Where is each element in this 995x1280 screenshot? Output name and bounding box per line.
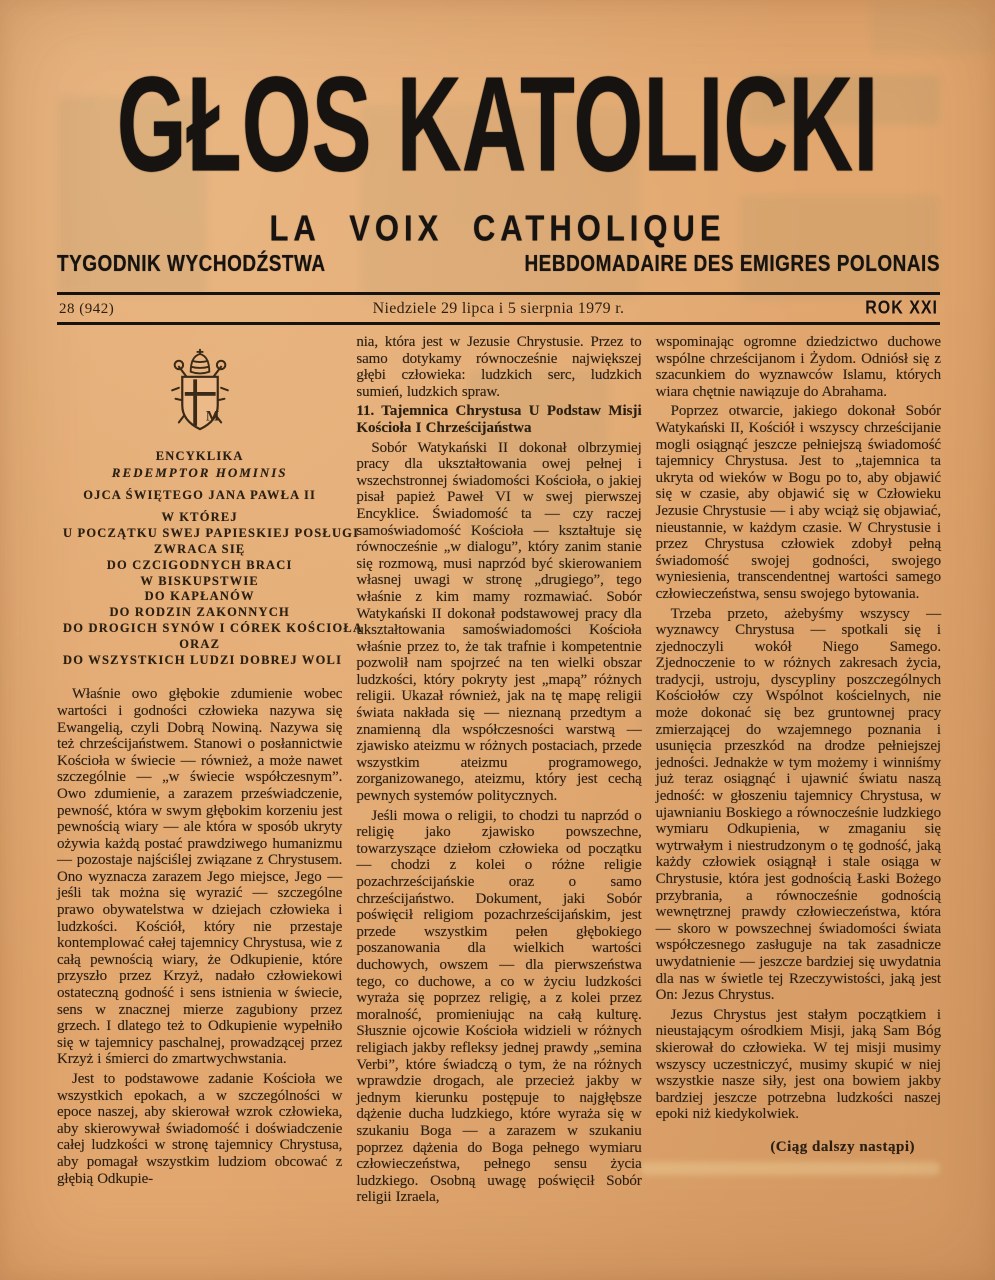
tagline-polish: TYGODNIK WYCHODŹSTWA [57, 252, 326, 278]
volume-label: ROK XXI [865, 298, 938, 319]
paragraph: nia, która jest w Jezusie Chrystusie. Przez to samo dotykamy równocześnie największej głębi człowieka: ludzkich serc, ludzkich sumień, ludzkich spraw. [356, 334, 642, 400]
encyclical-heading-line: U POCZĄTKU SWEJ PAPIESKIEJ POSŁUGI [63, 526, 360, 541]
tagline-row [57, 252, 940, 278]
issue-number: 28 (942) [59, 300, 115, 317]
encyclical-heading-line: DO WSZYSTKICH LUDZI DOBREJ WOLI [63, 652, 343, 667]
horizontal-rule-bottom [57, 322, 940, 325]
encyclical-heading-line: OJCA ŚWIĘTEGO JANA PAWŁA II [83, 487, 317, 502]
papal-coat-of-arms-icon [57, 348, 342, 441]
continuation-note: (Ciąg dalszy nastąpi) [770, 1138, 915, 1155]
paragraph: Sobór Watykański II dokonał olbrzymiej pracy dla ukształtowania owej pełnej i wszechstronnej świadomości Kościoła, o jakiej pisał papież Paweł VI w swej pierwszej Encyklice. Świadomość ta — czy raczej samoświadomość Kościoła — kształtuje się równocześnie „w dialogu”, który zanim stanie się rozmową, musi naprzód być skierowaniem własnej uwagi w stronę „drugiego”, tego właśnie z kim mamy rozmawiać. Sobór Watykański II dokonał podstawowej pracy dla ukształtowania samoświadomości Kościoła właśnie przez to, że tak trafnie i kompetentnie pozwolił nam spojrzeć na ten wielki obszar ludzkości, który pokryty jest „mapą” różnych religii. Ukazał również, jak na tę mapę religii świata nakłada się — nieznaną przedtym a znamienną dla współczesności warstwą — zjawisko ateizmu w różnych postaciach, przede wszystkim ateizmu programowego, zorganizowanego, ateizmu, który jest cechą pewnych systemów politycznych. [356, 439, 642, 805]
encyclical-heading-line: ENCYKLIKA [155, 449, 244, 463]
encyclical-heading-line: DO KAPŁANÓW [144, 589, 255, 604]
column-2 [356, 334, 641, 1209]
newspaper-title: GŁOS KATOLICKI [116, 50, 879, 201]
article-columns [57, 334, 941, 1209]
encyclical-heading-line: DO DROGICH SYNÓW I CÓREK KOŚCIOŁA [63, 620, 364, 635]
paragraph: Poprzez otwarcie, jakiego dokonał Sobór Watykański II, Kościół i wszyscy chrześcijanie mogli osiągnąć jeszcze pełniejszą świadomość tajemnicy Chrystusa. Jest to „tajemnica ta ukryta od wieków w Bogu po to, aby objawić się w czasie, aby objawić się w Człowieku Jezusie Chrystusie — i aby wciąż się objawiać, nieustannie, w każdym czasie. W Chrystusie i przez Chrystusa człowiek zdobył pełną świadomość swojej godności, swojego wyniesienia, transcendentnej wartości samego człowieczeństwa, sensu swojego bytowania. [655, 403, 941, 602]
newspaper-subtitle: LA VOIX CATHOLIQUE [269, 207, 726, 249]
column-1 [57, 334, 364, 1209]
section-heading: 11. Tajemnica Chrystusa U Podstaw Misji Kościoła I Chrześcijaństwa [356, 403, 642, 436]
edition-date: Niedziele 29 lipca i 5 sierpnia 1979 r. [372, 300, 625, 317]
encyclical-heading-line: ZWRACA SIĘ [153, 541, 246, 556]
column-3 [656, 334, 941, 1209]
paragraph: Jeśli mowa o religii, to chodzi tu naprzód o religię jako zjawisko powszechne, towarzyszące dziełom człowieka od początku — chodzi z kolei o różne religie pozachrześcijańskie oraz o samo chrześcijaństwo. Dokument, jaki Sobór poświęcił religiom pozachrześcijańskim, jest przede wszystkim pełen głębokiego poszanowania dla wielkich wartości duchowych, owszem — dla pierwszeństwa tego, co duchowe, a co w życiu ludzkości wyraża się poprzez religię, a z kolei przez moralność, promieniując na całą kulturę. Słusznie ojcowie Kościoła widzieli w różnych religiach jakby refleksy jednej prawdy „semina Verbi”, które świadczą o tym, że na różnych wprawdzie drogach, ale przecież jakby w jednym kierunku postępuje to najgłębsze dążenie ducha ludzkiego, które wyraża się w szukaniu Boga — a zarazem w szukaniu poprzez dążenia do Boga pełnego wymiaru człowieczeństwa, pełnego sensu życia ludzkiego. Osobną uwagę poświęcił Sobór religii Izraela, [356, 807, 642, 1206]
svg-text:M: M [205, 408, 220, 425]
encyclical-heading-line: W KTÓREJ [161, 510, 238, 525]
paragraph: Jezus Chrystus jest stałym początkiem i nieustającym ośrodkiem Misji, jaką Sam Bóg skierował do człowieka. W tej misji musimy wszyscy uczestniczyć, musimy skupić w niej wszystkie nasze siły, jest ona bowiem jakby bardziej jeszcze potrzebna ludzkości naszej epoki niż kiedykolwiek. [655, 1006, 941, 1123]
masthead [0, 0, 995, 249]
paragraph: Właśnie owo głębokie zdumienie wobec wartości i godności człowieka nazywa się Ewangelią, czyli Dobrą Nowiną. Nazywa się też chrześcijaństwem. Stanowi o posłannictwie Kościoła w świecie — również, a może nawet szczególnie — „w świecie współczesnym”. Owo zdumienie, a zarazem przeświadczenie, pewność, która w swym głębokim korzeniu jest pewnością wiary — ale która w sposób ukryty ożywia każdą postać prawdziwego humanizmu — pozostaje najściślej związane z Chrystusem. Ono wyznacza zarazem Jego miejsce, Jego — jeśli tak można się wyrazić — szczególne prawo obywatelstwa w dziejach człowieka i ludzkości. Kościół, który nie przestaje kontemplować całej tajemnicy Chrystusa, wie z całą pewnością wiary, że Odkupienie, które przyszło przez Krzyż, nadało człowiekowi ostateczną godność i sens istnienia w świecie, sens w znacznej mierze zagubiony przez grzech. I dlatego też to Odkupienie wypełniło się w tajemnicy paschalnej, prowadzącej przez Krzyż i śmierci do zmartwychwstania. [57, 686, 343, 1068]
paragraph: wspominając ogromne dziedzictwo duchowe wspólne chrześcijanom i Żydom. Odniósł się z szacunkiem do wyznawców Islamu, których wiara chętnie nawiązuje do Abrahama. [655, 334, 941, 400]
paragraph: Jest to podstawowe zadanie Kościoła we wszystkich epokach, a w szczególności w epoce naszej, aby skierował wzrok człowieka, aby skierowywał świadomość i doświadczenie całej ludzkości w stronę tajemnicy Chrystusa, aby pomagał wszystkim ludziom obcować z głębią Odkupie- [57, 1071, 343, 1187]
encyclical-heading-line: ORAZ [179, 636, 221, 651]
dateline [57, 295, 940, 322]
paragraph: Trzeba przeto, ażebyśmy wszyscy — wyznawcy Chrystusa — spotkali się i zjednoczyli wokół Niego Samego. Zjednoczenie to w różnych zakresach życia, tradycji, ustroju, dyscypliny poszczególnych Kościołów czy Wspólnot kościelnych, nie może dokonać się bez gruntownej pracy zmierzającej do wzajemnego poznania i usunięcia przeszkód na drodze pełniejszej jedności. Jednakże w tym możemy i winniśmy już teraz osiągnąć i ujawnić światu naszą jedność: w głoszeniu tajemnicy Chrystusa, w ujawnianiu Boskiego a równocześnie ludzkiego wymiaru Odkupienia, w zmaganiu się wytrwałym i niestrudzonym o tę godność, jaką każdy człowiek osiągnął i stale osiąga w Chrystusie, która jest godnością Łaski Bożego przybrania, a równocześnie godnością wewnętrznej prawdy człowieczeństwa, która — skoro w powszechnej świadomości świata współczesnego zasługuje na tak zasadnicze uwydatnienie — jeszcze bardziej się uwydatnia dla nas w świetle tej Rzeczywistości, jaką jest On: Jezus Chrystus. [655, 605, 941, 1004]
encyclical-heading-line: DO CZCIGODNYCH BRACI [106, 557, 293, 572]
encyclical-heading-line: W BISKUPSTWIE [140, 573, 259, 588]
encyclical-heading-line: DO RODZIN ZAKONNYCH [109, 605, 290, 620]
encyclical-heading-line: REDEMPTOR HOMINIS [111, 464, 288, 480]
encyclical-heading [63, 449, 364, 668]
tagline-french: HEBDOMADAIRE DES EMIGRES POLONAIS [524, 252, 940, 278]
